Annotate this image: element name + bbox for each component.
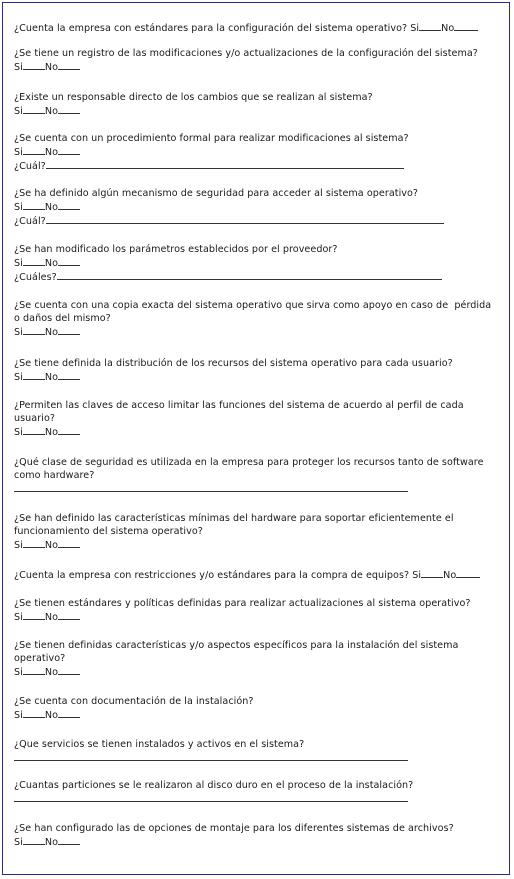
si-answer-blank[interactable] [421,568,443,578]
question-text: ¿Se ha definido algún mecanismo de seguridad para acceder al sistema operativo? [14,188,419,199]
no-answer-blank[interactable] [456,568,480,578]
no-label: No [44,372,59,384]
si-answer-blank[interactable] [23,145,45,155]
si-label: Si [14,258,23,270]
si-label: Si [14,710,23,722]
question-13 [14,597,506,624]
document-frame [2,2,510,875]
cuales-label: ¿Cuáles? [14,272,57,284]
question-9 [14,399,506,440]
si-answer-blank[interactable] [23,610,45,620]
question-text: ¿Cuenta la empresa con estándares para la configuración del sistema operativo? Si [14,23,420,34]
question-text: ¿Existe un responsable directo de los cambios que se realizan al sistema? [14,92,373,103]
question-18 [14,822,506,849]
question-text: ¿Se han modificado los parámetros establecidos por el proveedor? [14,244,338,255]
si-answer-blank[interactable] [23,256,45,266]
question-2 [14,47,506,74]
si-answer-blank[interactable] [23,104,45,114]
no-answer-blank[interactable] [58,708,80,718]
question-text: ¿Se cuenta con una copia exacta del sistema operativo que sirva como apoyo en caso de pérdida [14,300,492,311]
no-label: No [44,837,59,849]
no-answer-blank[interactable] [58,665,80,675]
si-answer-blank[interactable] [23,835,45,845]
question-text: ¿Se tienen definidas características y/o aspectos específicos para la instalación del sistema [14,640,459,651]
question-text: ¿Se tienen estándares y políticas definidas para realizar actualizaciones al sistema operativo? [14,598,471,609]
question-17 [14,779,506,806]
si-answer-blank[interactable] [23,370,45,380]
si-answer-blank[interactable] [23,425,45,435]
cual-answer-line[interactable] [46,159,404,169]
no-label: No [44,258,59,270]
no-label: No [443,570,457,581]
si-answer-blank[interactable] [23,60,45,70]
si-label: Si [14,106,23,118]
question-text: ¿Se tiene un registro de las modificaciones y/o actualizaciones de la configuración del sistema? [14,48,478,59]
si-label: Si [14,667,23,679]
question-3 [14,91,506,118]
no-answer-blank[interactable] [58,104,80,114]
no-answer-blank[interactable] [58,200,80,210]
si-answer-blank[interactable] [23,325,45,335]
no-label: No [44,147,59,159]
question-4 [14,132,506,174]
no-label: No [44,540,59,552]
no-answer-blank[interactable] [58,835,80,845]
no-label: No [44,710,59,722]
question-text-continued: o daños del mismo? [14,313,111,325]
cuales-answer-line[interactable] [57,270,442,280]
no-answer-blank[interactable] [58,60,80,70]
question-text: ¿Se cuenta con un procedimiento formal para realizar modificaciones al sistema? [14,133,409,144]
question-text: ¿Qué clase de seguridad es utilizada en la empresa para proteger los recursos tanto de software [14,457,484,468]
no-label: No [44,427,59,439]
no-answer-blank[interactable] [58,325,80,335]
question-text: ¿Permiten las claves de acceso limitar las funciones del sistema de acuerdo al perfil de cada [14,400,464,411]
no-answer-blank[interactable] [58,145,80,155]
no-label: No [44,106,59,118]
si-label: Si [14,540,23,552]
si-label: Si [14,62,23,74]
cual-label: ¿Cuál? [14,216,46,228]
no-answer-blank[interactable] [58,610,80,620]
question-12 [14,568,506,582]
question-1 [14,21,506,35]
question-text-continued: operativo? [14,653,66,665]
question-8 [14,357,506,384]
si-label: Si [14,837,23,849]
no-label: No [44,202,59,214]
question-15 [14,695,506,722]
si-label: Si [14,327,23,339]
si-label: Si [14,427,23,439]
no-label: No [44,327,59,339]
si-label: Si [14,612,23,624]
question-14 [14,639,506,680]
no-label: No [441,23,455,34]
no-answer-blank[interactable] [58,538,80,548]
cual-label: ¿Cuál? [14,161,46,173]
question-10 [14,456,506,497]
no-answer-blank[interactable] [58,256,80,266]
question-text: ¿Se han configurado las de opciones de montaje para los diferentes sistemas de archivos? [14,823,454,834]
question-5 [14,187,506,229]
question-text: ¿Cuenta la empresa con restricciones y/o estándares para la compra de equipos? Si [14,570,422,581]
si-answer-blank[interactable] [23,708,45,718]
answer-line[interactable] [14,792,408,802]
no-answer-blank[interactable] [58,370,80,380]
question-16 [14,738,506,765]
si-label: Si [14,372,23,384]
question-11 [14,512,506,553]
question-text-continued: usuario? [14,413,56,425]
question-text: ¿Se han definido las características mínimas del hardware para soportar eficientemente el [14,513,454,524]
answer-line[interactable] [14,482,408,492]
si-answer-blank[interactable] [23,665,45,675]
si-answer-blank[interactable] [419,21,441,31]
no-answer-blank[interactable] [58,425,80,435]
question-7 [14,299,506,340]
question-text-continued: como hardware? [14,470,95,482]
si-answer-blank[interactable] [23,200,45,210]
question-text: ¿Cuantas particiones se le realizaron al disco duro en el proceso de la instalación? [14,780,414,791]
question-text: ¿Se cuenta con documentación de la instalación? [14,696,254,707]
answer-line[interactable] [14,751,408,761]
si-label: Si [14,147,23,159]
si-answer-blank[interactable] [23,538,45,548]
cual-answer-line[interactable] [46,214,444,224]
question-text-continued: funcionamiento del sistema operativo? [14,526,203,538]
question-6 [14,243,506,285]
question-text: ¿Que servicios se tienen instalados y activos en el sistema? [14,739,305,750]
no-label: No [44,612,59,624]
question-text: ¿Se tiene definida la distribución de los recursos del sistema operativo para cada usuario? [14,358,453,369]
no-answer-blank[interactable] [454,21,478,31]
si-label: Si [14,202,23,214]
no-label: No [44,667,59,679]
no-label: No [44,62,59,74]
